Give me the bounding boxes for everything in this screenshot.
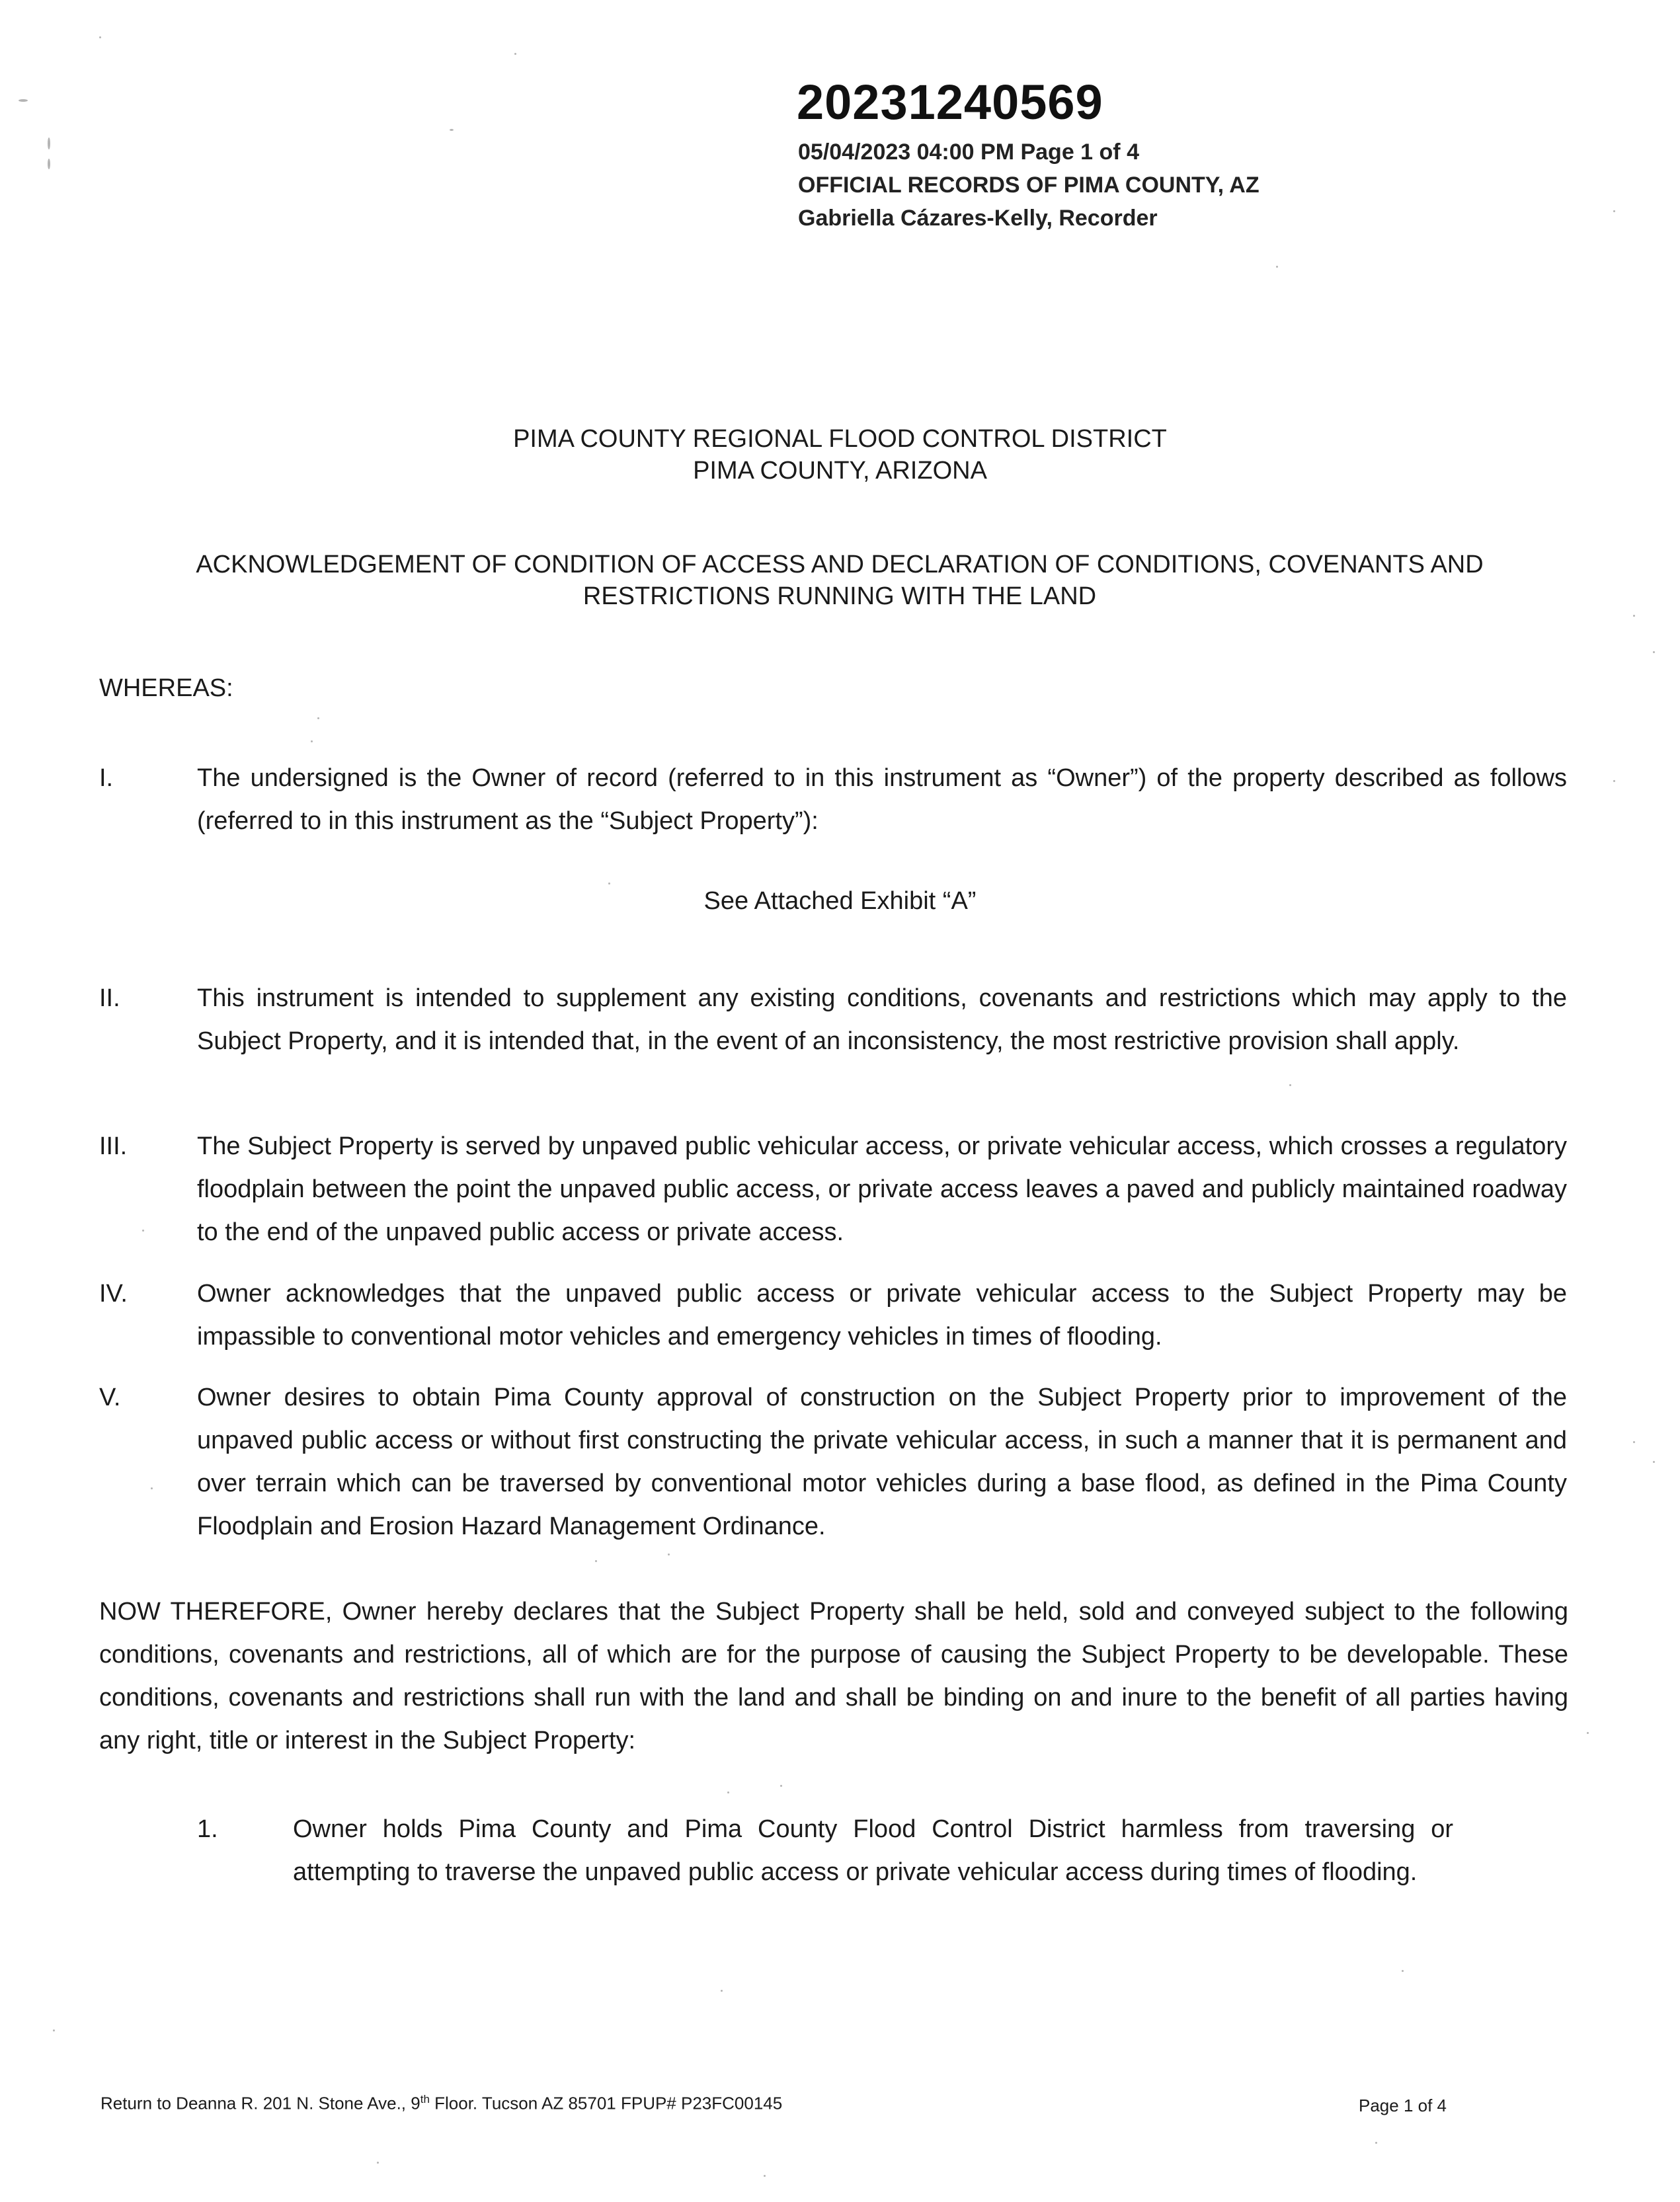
recital-text: The undersigned is the Owner of record (referred to in this instrument as “Owner”) of the property described as follows (referred to in this instrument as the “Subject Property”): (197, 764, 1567, 835)
scan-speck (1653, 651, 1655, 653)
footer-page-number: Page 1 of 4 (1359, 2096, 1447, 2115)
agency-line-1: PIMA COUNTY REGIONAL FLOOD CONTROL DISTRICT (513, 425, 1167, 453)
recording-stamp (798, 136, 1260, 235)
scan-speck (19, 99, 28, 102)
scan-speck (1613, 780, 1615, 782)
scan-speck (311, 740, 313, 742)
title-line-2: RESTRICTIONS RUNNING WITH THE LAND (582, 582, 1097, 610)
recital-number: I. (99, 764, 114, 792)
scan-speck (1375, 2142, 1377, 2144)
whereas-heading: WHEREAS: (99, 674, 233, 702)
scan-speck (1289, 1084, 1291, 1086)
scan-speck (317, 717, 319, 719)
scan-speck (1633, 615, 1635, 617)
recorder-name: Gabriella Cázares-Kelly, Recorder (798, 206, 1158, 231)
scan-speck (721, 1990, 723, 1992)
agency-heading (0, 423, 1680, 487)
scan-speck (1587, 1732, 1589, 1734)
scan-speck (151, 1487, 153, 1489)
footer-return-prefix: Return to Deanna R. 201 N. Stone Ave., 9 (100, 2093, 420, 2113)
exhibit-reference: See Attached Exhibit “A” (703, 887, 977, 915)
scan-speck (1653, 1461, 1655, 1463)
scan-speck (450, 129, 454, 131)
item-number: 1. (197, 1815, 218, 1843)
footer-return-suffix: Floor. Tucson AZ 85701 FPUP# P23FC00145 (429, 2093, 783, 2113)
scan-speck (1633, 1441, 1635, 1443)
recital-3 (99, 1125, 1567, 1254)
scan-speck (727, 1791, 729, 1793)
now-therefore-paragraph: NOW THEREFORE, Owner hereby declares that the Subject Property shall be held, sold and conveyed subject to the following conditions, covenants and restrictions, all of which are for the purpose of causing the Subject Property to be developable. These conditions, covenants and restrictions shall run with the land and shall be binding on and inure to the benefit of all parties having any right, title or interest in the Subject Property: (99, 1598, 1568, 1754)
document-title (119, 549, 1560, 612)
scan-speck (377, 2162, 379, 2164)
footer-return-sup: th (420, 2093, 430, 2105)
agency-line-2: PIMA COUNTY, ARIZONA (693, 457, 987, 485)
scan-speck (53, 2029, 55, 2031)
recital-number: III. (99, 1132, 128, 1160)
scan-speck (142, 1230, 144, 1232)
recital-1 (99, 757, 1567, 843)
scan-speck (764, 2175, 766, 2177)
recital-number: IV. (99, 1280, 128, 1308)
scan-speck (668, 1553, 670, 1555)
scan-speck (48, 138, 50, 149)
recital-text: Owner acknowledges that the unpaved public access or private vehicular access to the Subject Property may be impassible to conventional motor vehicles and emergency vehicles in times of flooding. (197, 1280, 1567, 1351)
scan-speck (780, 1785, 782, 1787)
recital-text: The Subject Property is served by unpaved public vehicular access, or private vehicular access, which crosses a regulatory floodplain between the point the unpaved public access, or private access leaves a paved and publicly maintained roadway to the end of the unpaved public access or private access. (197, 1132, 1567, 1246)
recording-number: 20231240569 (797, 75, 1103, 130)
scan-speck (1402, 1970, 1404, 1972)
recital-text: Owner desires to obtain Pima County approval of construction on the Subject Property prior to improvement of the unpaved public access or without first constructing the private vehicular access, in such a manner that it is permanent and over terrain which can be traversed by conventional motor vehicles during a base flood, as defined in the Pima County Floodplain and Erosion Hazard Management Ordinance. (197, 1384, 1567, 1540)
scan-speck (48, 159, 50, 169)
recording-datetime: 05/04/2023 04:00 PM Page 1 of 4 (798, 139, 1139, 165)
item-text: Owner holds Pima County and Pima County Flood Control District harmless from traversing or attempting to traverse the unpaved public access or private vehicular access during times of flooding. (293, 1815, 1453, 1886)
recital-number: II. (99, 984, 120, 1012)
scan-speck (99, 36, 101, 38)
title-line-1: ACKNOWLEDGEMENT OF CONDITION OF ACCESS AND DECLARATION OF CONDITIONS, COVENANTS AND (196, 551, 1484, 578)
recital-4 (99, 1273, 1567, 1358)
recital-2 (99, 977, 1567, 1063)
covenant-item-1 (197, 1808, 1453, 1894)
recital-number: V. (99, 1384, 121, 1411)
scan-speck (514, 53, 516, 55)
scan-speck (608, 883, 610, 885)
recital-5 (99, 1376, 1567, 1548)
footer-return-address (100, 2093, 782, 2114)
scan-speck (1613, 210, 1615, 212)
recording-office: OFFICIAL RECORDS OF PIMA COUNTY, AZ (798, 173, 1260, 198)
scan-speck (1276, 266, 1278, 268)
scan-speck (595, 1560, 597, 1562)
recital-text: This instrument is intended to supplement any existing conditions, covenants and restrictions which may apply to the Subject Property, and it is intended that, in the event of an inconsistency, the most restrictive provision shall apply. (197, 984, 1567, 1055)
